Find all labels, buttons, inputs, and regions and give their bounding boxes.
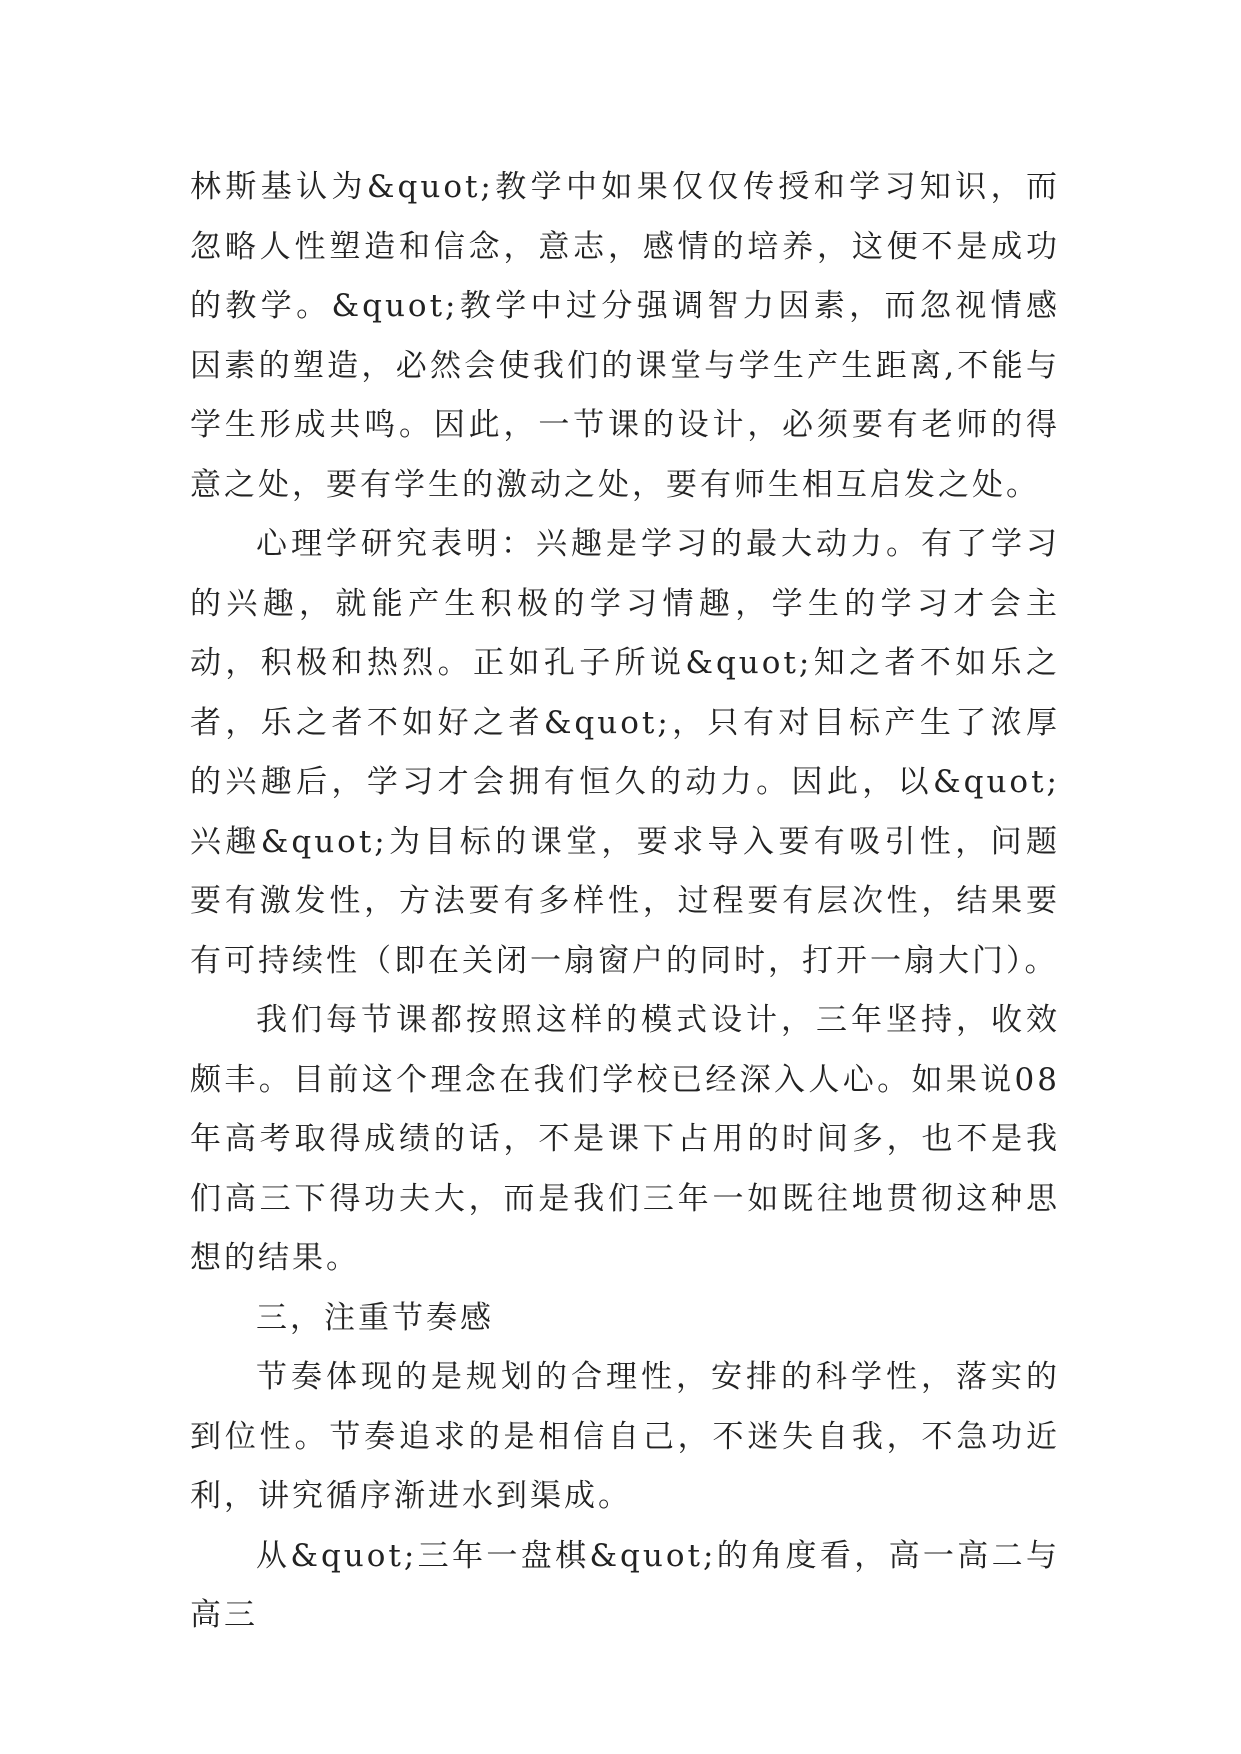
paragraph-4: 节奏体现的是规划的合理性，安排的科学性，落实的到位性。节奏追求的是相信自己，不迷失自我，不急功近利，讲究循序渐进水到渠成。 [190,1359,1060,1514]
paragraph-1: 林斯基认为&quot;教学中如果仅仅传授和学习知识，而忽略人性塑造和信念，意志，感情的培养，这便不是成功的教学。&quot;教学中过分强调智力因素，而忽视情感因素的塑造，必然会使我们的课堂与学生产生距离,不能与学生形成共鸣。因此，一节课的设计，必须要有老师的得意之处，要有学生的激动之处，要有师生相互启发之处。 [190,169,1060,503]
paragraph-2: 心理学研究表明：兴趣是学习的最大动力。有了学习的兴趣，就能产生积极的学习情趣，学生的学习才会主动，积极和热烈。正如孔子所说&quot;知之者不如乐之者，乐之者不如好之者&quot;，只有对目标产生了浓厚的兴趣后，学习才会拥有恒久的动力。因此，以&quot;兴趣&quot;为目标的课堂，要求导入要有吸引性，问题要有激发性，方法要有多样性，过程要有层次性，结果要有可持续性（即在关闭一扇窗户的同时，打开一扇大门）。 [190,526,1060,979]
paragraph-3: 我们每节课都按照这样的模式设计，三年坚持，收效颇丰。目前这个理念在我们学校已经深入人心。如果说08年高考取得成绩的话，不是课下占用的时间多，也不是我们高三下得功夫大，而是我们三年一如既往地贯彻这种思想的结果。 [190,1002,1060,1276]
section-heading: 三，注重节奏感 [256,1299,494,1336]
paragraph-5: 从&quot;三年一盘棋&quot;的角度看，高一高二与高三 [190,1537,1060,1633]
document-body [190,158,1060,1646]
